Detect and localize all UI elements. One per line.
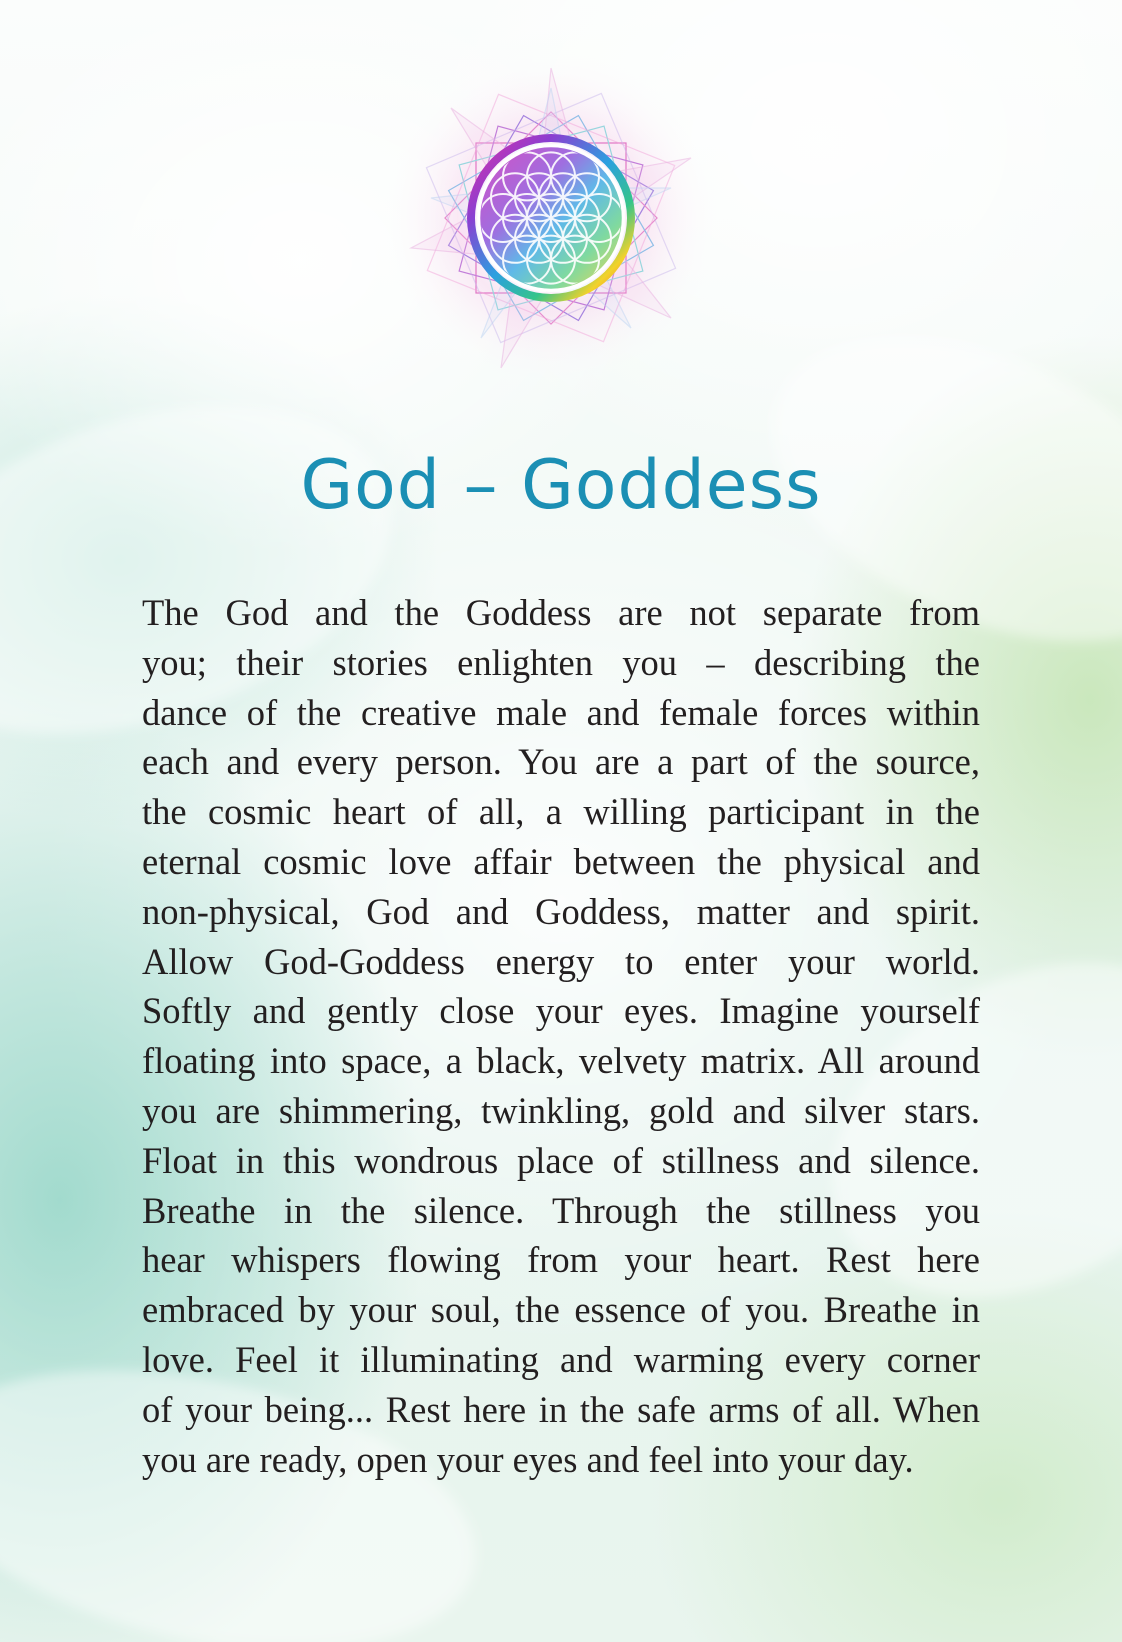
body-line: the cosmic heart of all, a willing participant in the [142, 791, 980, 833]
body-line: you are shimmering, twinkling, gold and silver stars. [142, 1089, 980, 1131]
body-line: floating into space, a black, velvety matrix. All around [142, 1040, 980, 1082]
body-line: Breathe in the silence. Through the stillness you [142, 1189, 980, 1231]
body-line: eternal cosmic love affair between the physical and [142, 840, 980, 882]
body-line: embraced by your soul, the essence of you. Breathe in [142, 1289, 980, 1331]
body-line: each and every person. You are a part of the source, [142, 741, 980, 783]
body-line: dance of the creative male and female forces within [142, 691, 980, 733]
body-line: non-physical, God and Goddess, matter and spirit. [142, 890, 980, 932]
body-line: hear whispers flowing from your heart. Rest here [142, 1239, 980, 1281]
flower-of-life-icon [381, 48, 721, 388]
body-line: you are ready, open your eyes and feel into your day. [142, 1438, 914, 1480]
body-line: The God and the Goddess are not separate from [142, 592, 980, 633]
body-line: love. Feel it illuminating and warming every corner [142, 1338, 980, 1380]
card-title: God – Goddess [300, 446, 822, 525]
body-line: Softly and gently close your eyes. Imagine yourself [142, 990, 980, 1032]
body-line: Allow God-Goddess energy to enter your world. [142, 940, 980, 982]
body-line: of your being... Rest here in the safe arms of all. When [142, 1388, 980, 1430]
body-line: you; their stories enlighten you – describing the [142, 641, 980, 683]
card-body-text [142, 588, 980, 1484]
body-line: Float in this wondrous place of stillness and silence. [142, 1139, 980, 1181]
